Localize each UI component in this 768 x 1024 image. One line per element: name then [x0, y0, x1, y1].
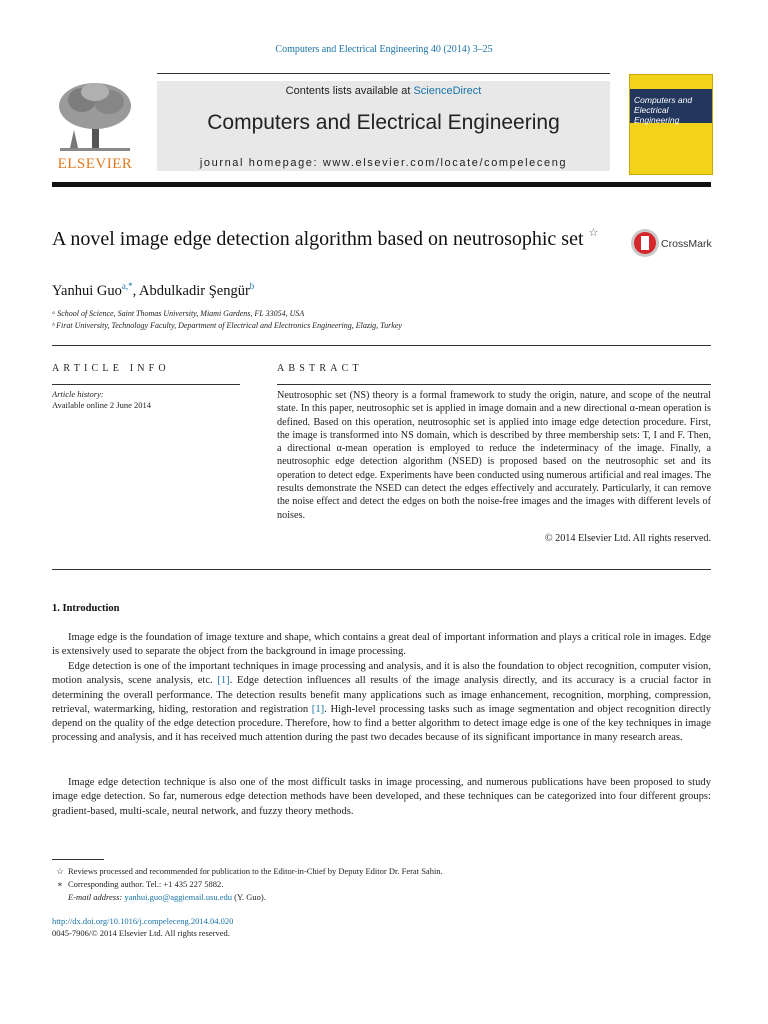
section-rule [52, 345, 711, 346]
crossmark-icon [630, 228, 712, 258]
abstract-rule [277, 384, 711, 385]
article-history-date: Available online 2 June 2014 [52, 400, 151, 410]
footnote-review-text: Reviews processed and recommended for publication to the Editor-in-Chief by Deputy Editor Dr. Ferat Sahin. [68, 866, 443, 876]
header-rule [157, 73, 610, 74]
crossmark-label: CrossMark [661, 238, 712, 250]
doi-link[interactable]: http://dx.doi.org/10.1016/j.compeleceng.2014.04.020 [52, 916, 234, 926]
author-2[interactable]: Abdulkadir Şengür [139, 283, 250, 299]
paragraph-1: Image edge is the foundation of image texture and shape, which contains a great deal of important information and plays a critical role in images. Edge is extensively used to separate the object from the background in image processing. [52, 632, 711, 658]
paragraph-2-part-c: . High-level processing tasks such as image segmentation and object recognition directly depend on the quality of the edge detection procedure. Therefore, how to find a better algorithm to detect image edge is one of the key techniques in image processing and analysis, and it has received much attention during the past two decades because of its significant importance in many research areas. [52, 703, 711, 744]
citation-link[interactable]: [1] [311, 703, 325, 715]
footnote-corresponding [52, 879, 223, 890]
author-list [52, 281, 254, 300]
author-separator: , [132, 283, 140, 299]
title-note-star-icon[interactable]: ☆ [588, 227, 599, 239]
cover-title: Computers and Electrical Engineering [634, 95, 693, 125]
paragraph-2 [52, 660, 711, 746]
article-history-label: Article history: [52, 389, 104, 399]
sciencedirect-link[interactable]: ScienceDirect [413, 85, 482, 97]
paragraph-2-part-b: . Edge detection influences all results of the image analysis directly, and its accuracy is a crucial factor in determining the overall performance. The detection results benefit many applications such as image enhancement, recognition, morphing, compression, retrieval, watermarking, hiding, restoration and registration [52, 675, 711, 715]
footnote-corresponding-text: Corresponding author. Tel.: +1 435 227 5882. [68, 879, 224, 889]
article-title [52, 222, 622, 251]
footnote-rule [52, 859, 104, 860]
section-heading-introduction: 1. Introduction [52, 603, 120, 614]
author-1-affiliation-mark[interactable]: a,* [121, 281, 133, 291]
author-2-affiliation-mark[interactable]: b [249, 281, 255, 291]
elsevier-wordmark: ELSEVIER [57, 156, 133, 172]
affiliation-a: ᵃ School of Science, Saint Thomas University, Miami Gardens, FL 33054, USA [52, 309, 305, 318]
footnote-asterisk-icon: ∗ [57, 879, 63, 889]
email-link[interactable]: yanhui.guo@aggiemail.usu.edu [124, 892, 233, 902]
author-1[interactable]: Yanhui Guo [52, 283, 122, 299]
article-info-rule [52, 384, 240, 385]
paragraph-3: Image edge detection technique is also one of the most difficult tasks in image processing, and numerous publications have been proposed to study image edge detection. So far, numerous edge detection methods have been developed, and these techniques can be categorized into four different groups: gradient-based, multi-scale, neural network, and fuzzy theory methods. [52, 777, 711, 817]
journal-cover-thumbnail[interactable] [629, 74, 713, 175]
issn-copyright: 0045-7906/© 2014 Elsevier Ltd. All rights reserved. [52, 928, 230, 938]
article-title-text: A novel image edge detection algorithm based on neutrosophic set [52, 228, 584, 250]
abstract-heading: ABSTRACT [277, 363, 363, 374]
abstract-copyright: © 2014 Elsevier Ltd. All rights reserved. [544, 533, 711, 544]
footnote-star-icon: ☆ [56, 866, 64, 876]
journal-header-box [157, 81, 610, 171]
journal-reference-link[interactable]: Computers and Electrical Engineering 40 (2014) 3–25 [275, 44, 493, 55]
journal-homepage[interactable]: journal homepage: www.elsevier.com/locate/compeleceng [199, 157, 568, 169]
citation-link[interactable]: [1] [217, 675, 230, 687]
abstract-bottom-rule [52, 569, 711, 570]
article-info-heading: ARTICLE INFO [52, 363, 170, 374]
email-suffix: (Y. Guo). [232, 892, 266, 902]
footnote-email [52, 892, 266, 902]
footnote-review [52, 866, 443, 877]
email-label: E-mail address: [68, 892, 125, 902]
contents-prefix: Contents lists available at [285, 85, 414, 97]
journal-title: Computers and Electrical Engineering [207, 111, 560, 134]
abstract-text: Neutrosophic set (NS) theory is a formal framework to study the origin, nature, and scope of the neutral state. In this paper, neutrosophic set is applied in image domain and a new directional α-mean operation is defined. Based on this operation, neutrosophic set is applied into image edge detection procedure. First, the image is transformed into NS domain, which is described by three membership sets: T, I and F. Then, a directional α-mean operation is employed to reduce the indeterminacy of the image. Finally, a neutrosophic edge detection algorithm (NSED) is proposed based on the neutrosophic set and its operation to detect edge. Experiments have been conducted using numerous artificial and real images. The results demonstrate the NSED can detect the edges effectively and accurately. Particularly, it can remove the noise effect and detect the edges on both the noise-free images and the images with different levels of noises. [277, 390, 711, 521]
header-thick-rule [52, 182, 711, 187]
affiliation-b: ᵇ Firat University, Technology Faculty, Department of Electrical and Electronics Engineering, Elazig, Turkey [52, 321, 402, 330]
contents-line [157, 85, 610, 97]
crossmark-badge[interactable] [630, 228, 712, 258]
paragraph-2-part-a: Edge detection is one of the important techniques in image processing and analysis, and it is also the foundation to object recognition, computer vision, motion analysis, scene analysis, etc. [52, 661, 711, 687]
